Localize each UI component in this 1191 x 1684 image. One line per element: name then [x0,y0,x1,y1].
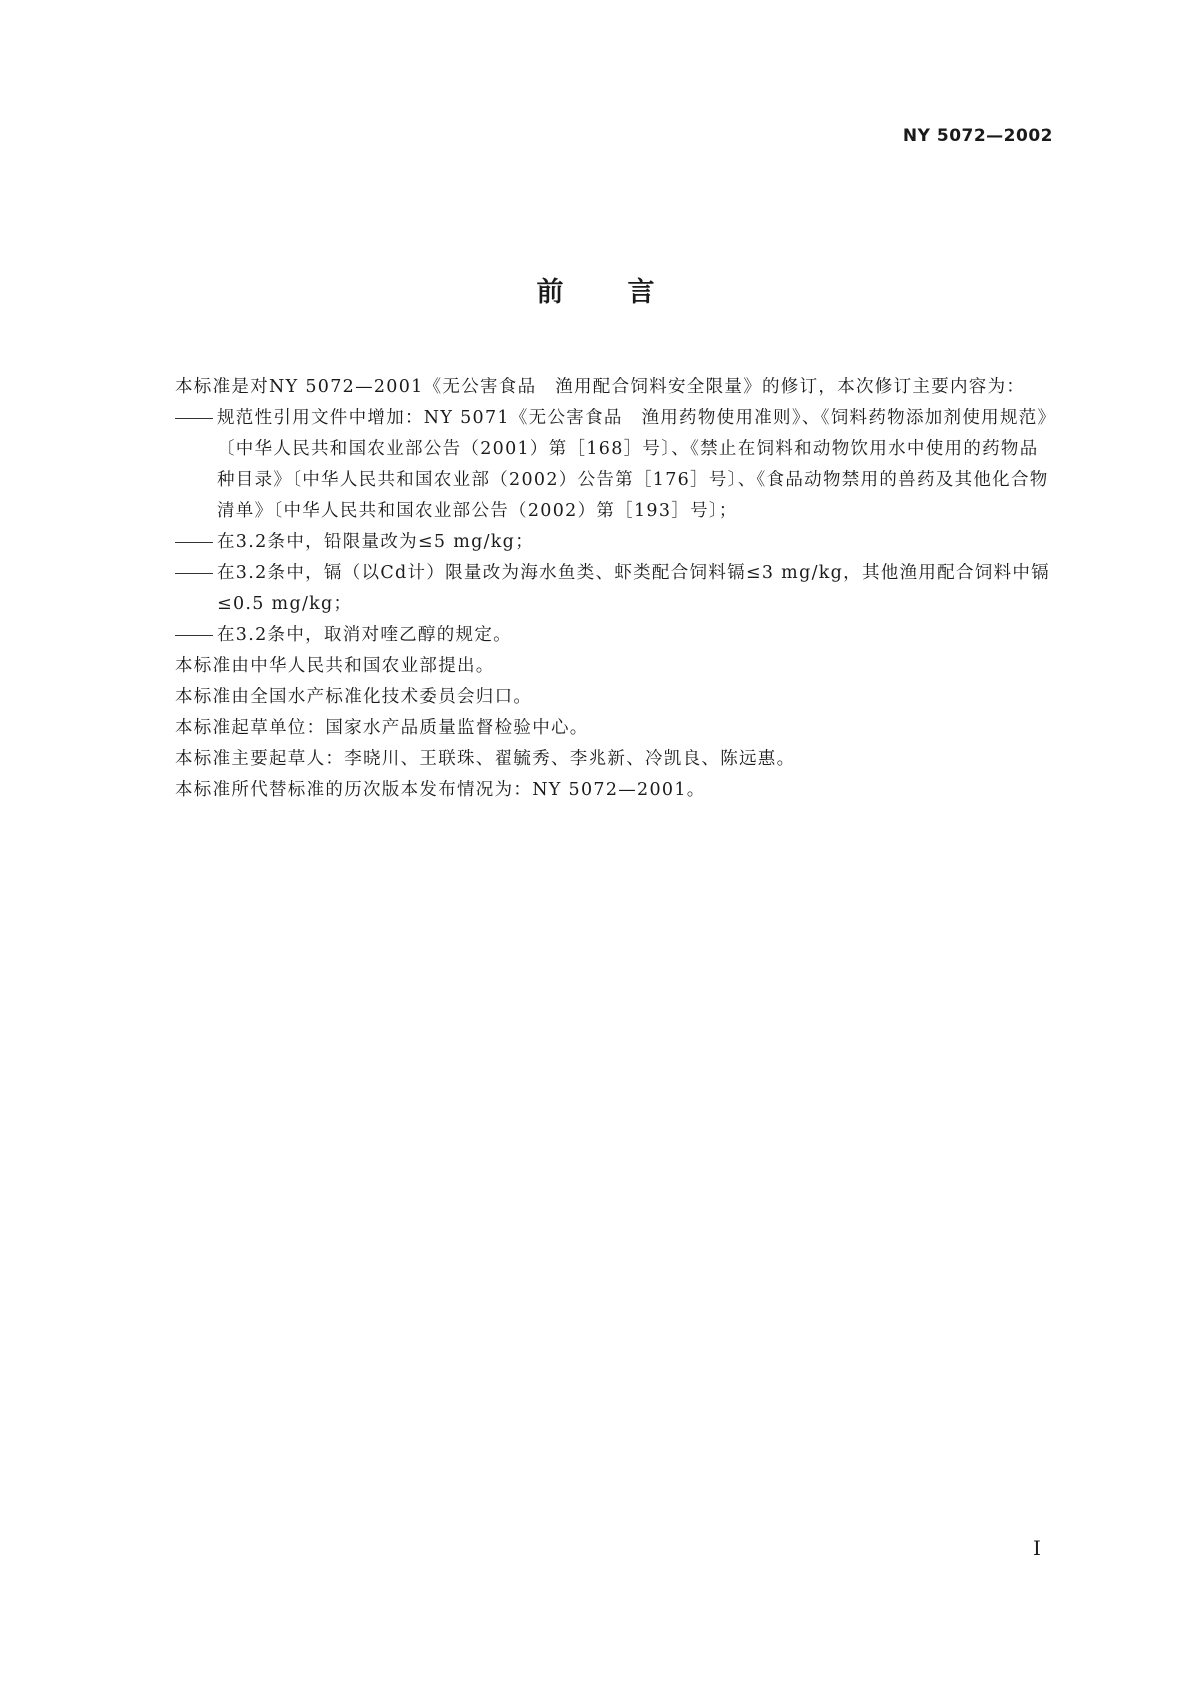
change-item-lead-limit [175,527,1055,558]
standard-code: NY 5072—2002 [902,126,1053,146]
dash-marker [175,542,213,543]
page-number: I [1033,1536,1041,1560]
page-title: 前言 [536,277,719,308]
dash-marker [175,635,213,636]
change-item-olaquindox [175,620,1055,651]
dash-marker [175,418,213,419]
statement-previous-editions: 本标准所代替标准的历次版本发布情况为：NY 5072—2001。 [175,780,706,800]
statement-drafting-unit: 本标准起草单位：国家水产品质量监督检验中心。 [175,718,589,738]
change-item-cadmium-limit [175,558,1055,620]
change-item-references [175,403,1055,527]
statement-centralized-by: 本标准由全国水产标准化技术委员会归口。 [175,687,533,707]
change-item-text: 在3.2条中，取消对喹乙醇的规定。 [217,625,512,645]
change-item-text: 规范性引用文件中增加：NY 5071《无公害食品 渔用药物使用准则》、《饲料药物添加剂使用规范》〔中华人民共和国农业部公告（2001）第［168］号〕、《禁止在饲料和动物饮用水中使用的药物品种目录》〔中华人民共和国农业部（2002）公告第［176］号〕、《食品动物禁用的兽药及其他化合物清单》〔中华人民共和国农业部公告（2002）第［193］号〕； [217,408,1049,521]
change-item-text: 在3.2条中，镉（以Cd计）限量改为海水鱼类、虾类配合饲料镉≤3 mg/kg，其他渔用配合饲料中镉≤0.5 mg/kg； [217,563,1050,614]
dash-marker [175,573,213,574]
change-item-text: 在3.2条中，铅限量改为≤5 mg/kg； [217,532,534,552]
statement-drafters: 本标准主要起草人：李晓川、王联珠、翟毓秀、李兆新、冷凯良、陈远惠。 [175,749,796,769]
foreword-body [175,372,1055,806]
statement-proposer: 本标准由中华人民共和国农业部提出。 [175,656,495,676]
intro-paragraph: 本标准是对NY 5072—2001《无公害食品 渔用配合饲料安全限量》的修订，本次修订主要内容为： [175,377,1026,397]
